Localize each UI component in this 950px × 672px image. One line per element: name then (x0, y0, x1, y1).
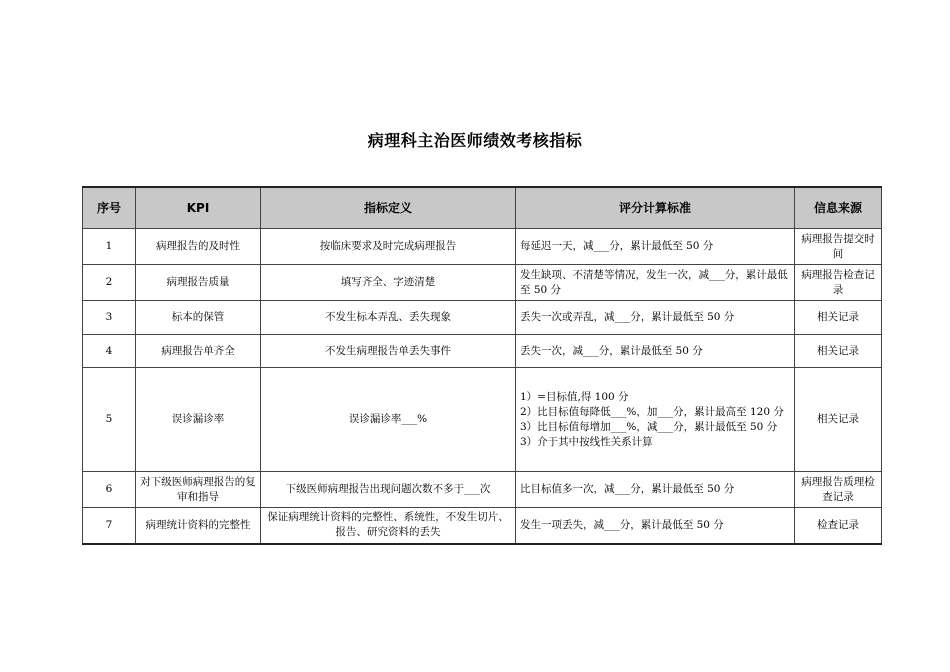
row-source: 病理报告提交时间 (795, 229, 882, 265)
row-kpi: 病理报告的及时性 (136, 229, 261, 265)
row-definition: 不发生病理报告单丢失事件 (261, 335, 516, 368)
criteria-line: 1）=目标值,得 100 分 (520, 390, 629, 403)
criteria-line: 3）介于其中按线性关系计算 (520, 435, 653, 448)
row-criteria (516, 229, 795, 265)
table-row (83, 229, 882, 265)
criteria-line: 2）比目标值每降低___%，加___分，累计最高至 120 分 (520, 405, 784, 418)
row-source: 相关记录 (795, 368, 882, 472)
row-source: 病理报告检查记录 (795, 265, 882, 301)
header-definition: 指标定义 (261, 187, 516, 229)
row-no: 7 (83, 508, 136, 544)
row-no: 6 (83, 472, 136, 508)
row-definition: 误诊漏诊率___% (261, 368, 516, 472)
row-kpi: 误诊漏诊率 (136, 368, 261, 472)
table-row (83, 265, 882, 301)
row-source: 相关记录 (795, 335, 882, 368)
criteria-line: 3）比目标值每增加___%，减___分，累计最低至 50 分 (520, 420, 778, 433)
row-source: 检查记录 (795, 508, 882, 544)
row-kpi: 病理报告单齐全 (136, 335, 261, 368)
row-no: 2 (83, 265, 136, 301)
table-row (83, 335, 882, 368)
header-no: 序号 (83, 187, 136, 229)
table-row (83, 508, 882, 544)
header-source: 信息来源 (795, 187, 882, 229)
criteria-line: 丢失一次或弄乱，减___分，累计最低至 50 分 (520, 311, 735, 323)
row-kpi: 标本的保管 (136, 301, 261, 335)
row-no: 5 (83, 368, 136, 472)
header-kpi: KPI (136, 187, 261, 229)
row-source: 病理报告质理检查记录 (795, 472, 882, 508)
criteria-line: 每延迟一天，减___分，累计最低至 50 分 (520, 240, 714, 252)
row-definition: 保证病理统计资料的完整性、系统性，不发生切片、报告、研究资料的丢失 (261, 508, 516, 544)
document-title: 病理科主治医师绩效考核指标 (367, 131, 583, 150)
kpi-table (82, 186, 882, 545)
row-kpi: 病理统计资料的完整性 (136, 508, 261, 544)
row-criteria (516, 301, 795, 335)
table-row (83, 472, 882, 508)
table-row (83, 301, 882, 335)
criteria-line: 比目标值多一次，减___分，累计最低至 50 分 (520, 483, 735, 495)
row-no: 4 (83, 335, 136, 368)
row-source: 相关记录 (795, 301, 882, 335)
criteria-line: 丢失一次，减___分，累计最低至 50 分 (520, 344, 703, 357)
row-no: 1 (83, 229, 136, 265)
row-criteria (516, 472, 795, 508)
row-no: 3 (83, 301, 136, 335)
row-criteria (516, 368, 795, 472)
row-definition: 不发生标本弄乱、丢失现象 (261, 301, 516, 335)
row-definition: 下级医师病理报告出现问题次数不多于___次 (261, 472, 516, 508)
row-definition: 填写齐全、字迹清楚 (261, 265, 516, 301)
criteria-line: 发生缺项、不清楚等情况，发生一次，减___分，累计最低至 50 分 (520, 268, 788, 296)
header-criteria: 评分计算标准 (516, 187, 795, 229)
table-header-row (83, 187, 882, 229)
row-criteria (516, 508, 795, 544)
row-kpi: 对下级医师病理报告的复审和指导 (136, 472, 261, 508)
row-kpi: 病理报告质量 (136, 265, 261, 301)
row-criteria (516, 265, 795, 301)
criteria-line: 发生一项丢失，减___分，累计最低至 50 分 (520, 518, 724, 531)
row-definition: 按临床要求及时完成病理报告 (261, 229, 516, 265)
row-criteria (516, 335, 795, 368)
table-row (83, 368, 882, 472)
